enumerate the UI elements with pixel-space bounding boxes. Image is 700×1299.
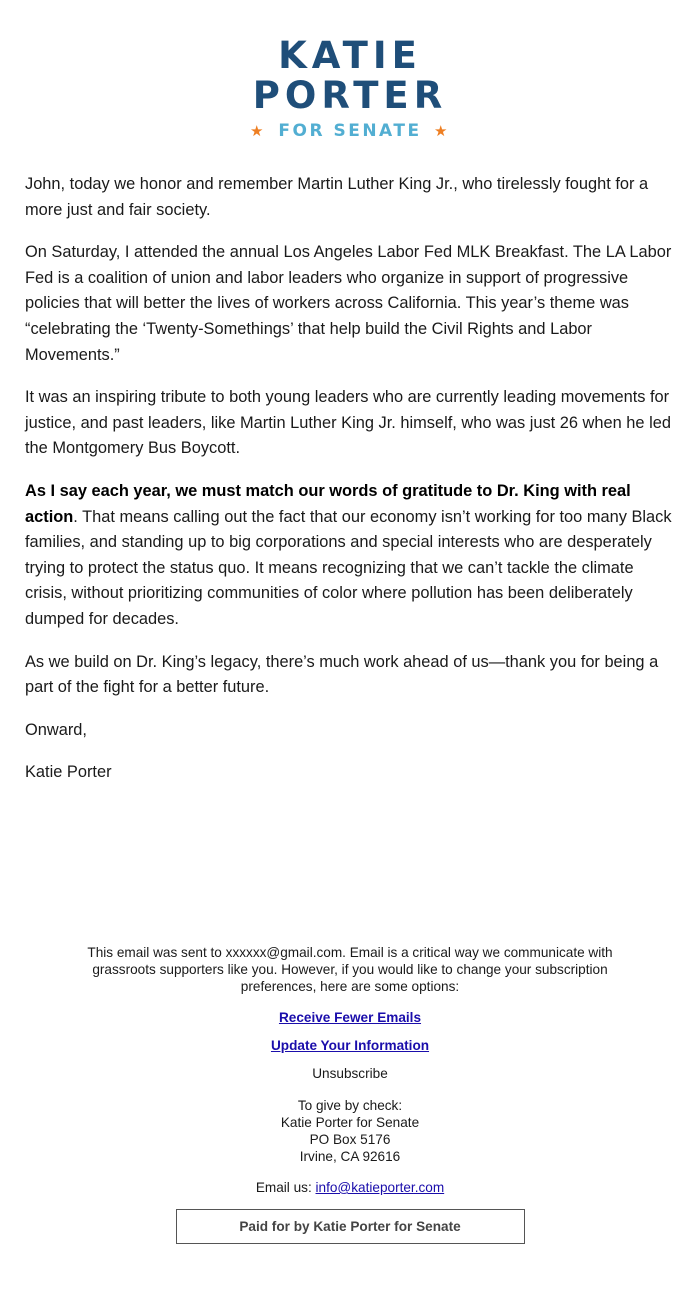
check-city: Irvine, CA 92616 — [299, 1149, 401, 1164]
receive-fewer-emails-link[interactable]: Receive Fewer Emails — [278, 1010, 422, 1025]
footer-notice: This email was sent to xxxxxx@gmail.com. Email is a critical way we communicate with grassroots supporters like you. However, if you would like to change your subscription preferences, here are some options: — [87, 945, 613, 994]
contact-email-link[interactable]: info@katieporter.com — [315, 1180, 445, 1195]
email-footer — [60, 944, 640, 1244]
closing: Onward, — [25, 720, 87, 739]
star-icon: ★ — [250, 122, 266, 140]
logo-first-name: KATIE — [278, 34, 422, 77]
check-heading: To give by check: — [297, 1098, 403, 1113]
paragraph-action — [25, 479, 680, 633]
star-icon: ★ — [434, 122, 450, 140]
unsubscribe-link[interactable]: Unsubscribe — [312, 1066, 388, 1081]
check-name: Katie Porter for Senate — [280, 1115, 420, 1130]
paragraph-action-rest: . That means calling out the fact that our economy isn’t working for too many Black families, and standing up to big corporations and special interests who are desperately trying to protect the status quo. It means recognizing that we can’t tackle the climate crisis, without prioritizing communities of color where pollution has been deliberately dumped for decades. — [25, 507, 672, 628]
logo-tagline-text: FOR SENATE — [278, 121, 422, 141]
paragraph-action-bold: As I say each year, we must match our words of gratitude to Dr. King with real action — [25, 481, 631, 526]
update-information-link[interactable]: Update Your Information — [270, 1038, 430, 1053]
logo-tagline — [0, 120, 700, 142]
paid-for-disclaimer: Paid for by Katie Porter for Senate — [176, 1209, 525, 1244]
signature: Katie Porter — [25, 763, 112, 782]
paragraph-tribute: It was an inspiring tribute to both young leaders who are currently leading movements for justice, and past leaders, like Martin Luther King Jr. himself, who was just 26 when he led the Montgomery Bus Boycott. — [25, 388, 671, 458]
email-body — [25, 172, 680, 803]
logo-last-name: PORTER — [252, 74, 448, 117]
paragraph-legacy: As we build on Dr. King’s legacy, there’s much work ahead of us—thank you for being a part of the fight for a better future. — [25, 652, 659, 697]
paragraph-greeting: John, today we honor and remember Martin Luther King Jr., who tirelessly fought for a more just and fair society. — [25, 175, 649, 219]
paragraph-breakfast: On Saturday, I attended the annual Los Angeles Labor Fed MLK Breakfast. The LA Labor Fed is a coalition of union and labor leaders who organize in support of progressive policies that will better the lives of workers across California. This year’s theme was “celebrating the ‘Twenty-Somethings’ that help build the Civil Rights and Labor Movements.” — [25, 243, 672, 364]
campaign-logo — [0, 36, 700, 142]
check-po-box: PO Box 5176 — [309, 1132, 391, 1147]
email-us-label: Email us: — [255, 1180, 312, 1195]
